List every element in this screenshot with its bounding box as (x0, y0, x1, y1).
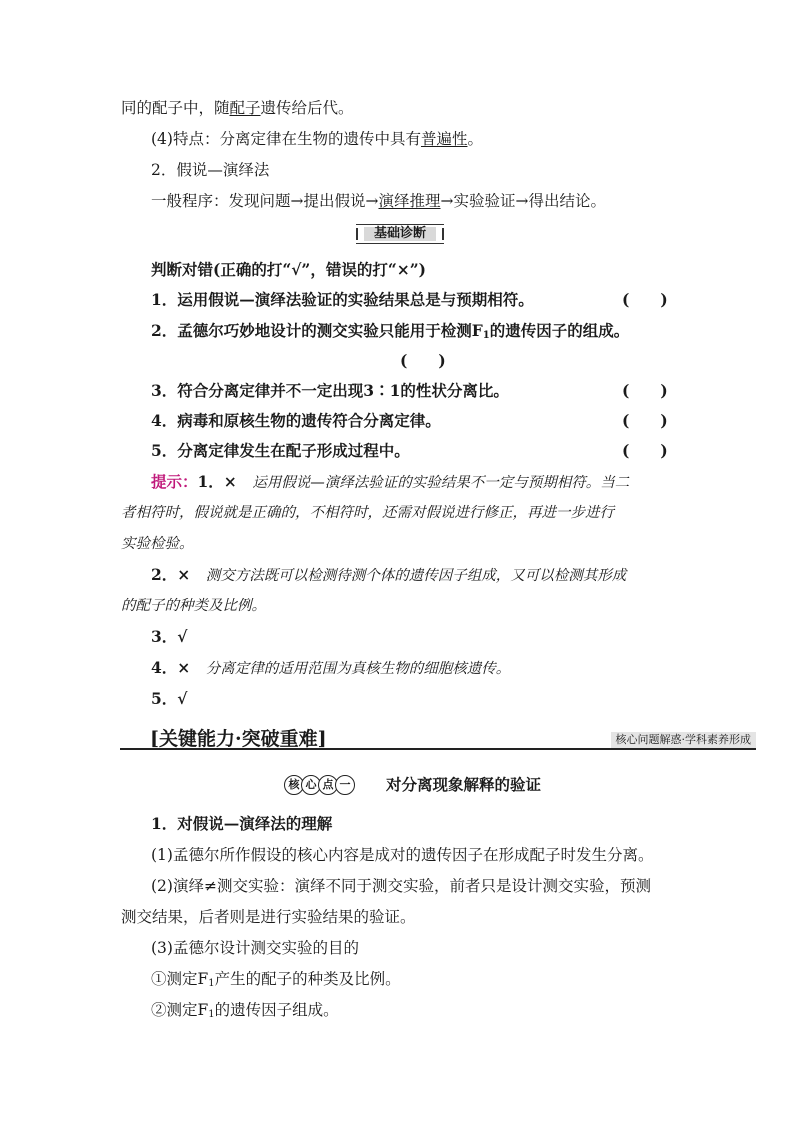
core-point-title: 对分离现象解释的验证 (386, 775, 542, 794)
hint-2: 2．× 测交方法既可以检测待测个体的遗传因子组成，又可以检测其形成 (151, 565, 627, 584)
hint-1: 提示：1．× 运用假说—演绎法验证的实验结果不一定与预期相符。当二 (151, 472, 630, 491)
hint-text: 实验检验。 (121, 536, 194, 552)
question-2: 2．孟德尔巧妙地设计的测交实验只能用于检测$F_1$的遗传因子的组成。 (151, 321, 630, 341)
hint-5: 5．√ (151, 689, 188, 708)
hint-3: 3．√ (151, 627, 188, 646)
subheading: 1．对假说—演绎法的理解 (151, 814, 333, 833)
instruction: 判断对错(正确的打“√”，错误的打“×”) (151, 260, 427, 279)
core-point-badge: 核 心 点 一 (284, 774, 352, 796)
text-line: (2)演绎≠测交实验：演绎不同于测交实验，前者只是设计测交实验，预测 (151, 877, 651, 895)
section-title: [关键能力·突破重难] (150, 728, 327, 750)
basic-diagnosis-banner: 基础诊断 (356, 224, 444, 244)
section-header (120, 726, 756, 750)
hint-4: 4．× 分离定律的适用范围为真核生物的细胞核遗传。 (151, 658, 511, 677)
hint-text: 者相符时，假说就是正确的，不相符时，还需对假说进行修正，再进一步进行 (121, 505, 614, 521)
text-line: (1)孟德尔所作假设的核心内容是成对的遗传因子在形成配子时发生分离。 (151, 846, 654, 864)
text-line: 同的配子中，随配子遗传给后代。 (121, 99, 354, 117)
text-line: ②测定$F_1$的遗传因子组成。 (151, 1001, 339, 1020)
answer-paren: ( ) (400, 351, 446, 370)
answer-paren: ( ) (622, 441, 668, 460)
text-line: (4)特点：分离定律在生物的遗传中具有普遍性。 (151, 130, 483, 148)
text-line: 测交结果，后者则是进行实验结果的验证。 (121, 908, 416, 926)
text-line: ①测定$F_1$产生的配子的种类及比例。 (151, 970, 401, 989)
answer-paren: ( ) (622, 381, 668, 400)
hint-text: 的配子的种类及比例。 (121, 598, 266, 614)
answer-paren: ( ) (622, 290, 668, 309)
text-line: (3)孟德尔设计测交实验的目的 (151, 939, 359, 957)
question-1: 1．运用假说—演绎法验证的实验结果总是与预期相符。 (151, 290, 534, 309)
hint-label: 提示： (151, 472, 198, 491)
question-4: 4．病毒和原核生物的遗传符合分离定律。 (151, 411, 441, 430)
question-5: 5．分离定律发生在配子形成过程中。 (151, 441, 410, 460)
text-line: 一般程序：发现问题→提出假说→演绎推理→实验验证→得出结论。 (151, 192, 606, 210)
section-tag: 核心问题解惑·学科素养形成 (611, 732, 757, 748)
text-line: 2．假说—演绎法 (151, 161, 270, 179)
answer-paren: ( ) (622, 411, 668, 430)
question-3: 3．符合分离定律并不一定出现3∶1的性状分离比。 (151, 381, 509, 400)
